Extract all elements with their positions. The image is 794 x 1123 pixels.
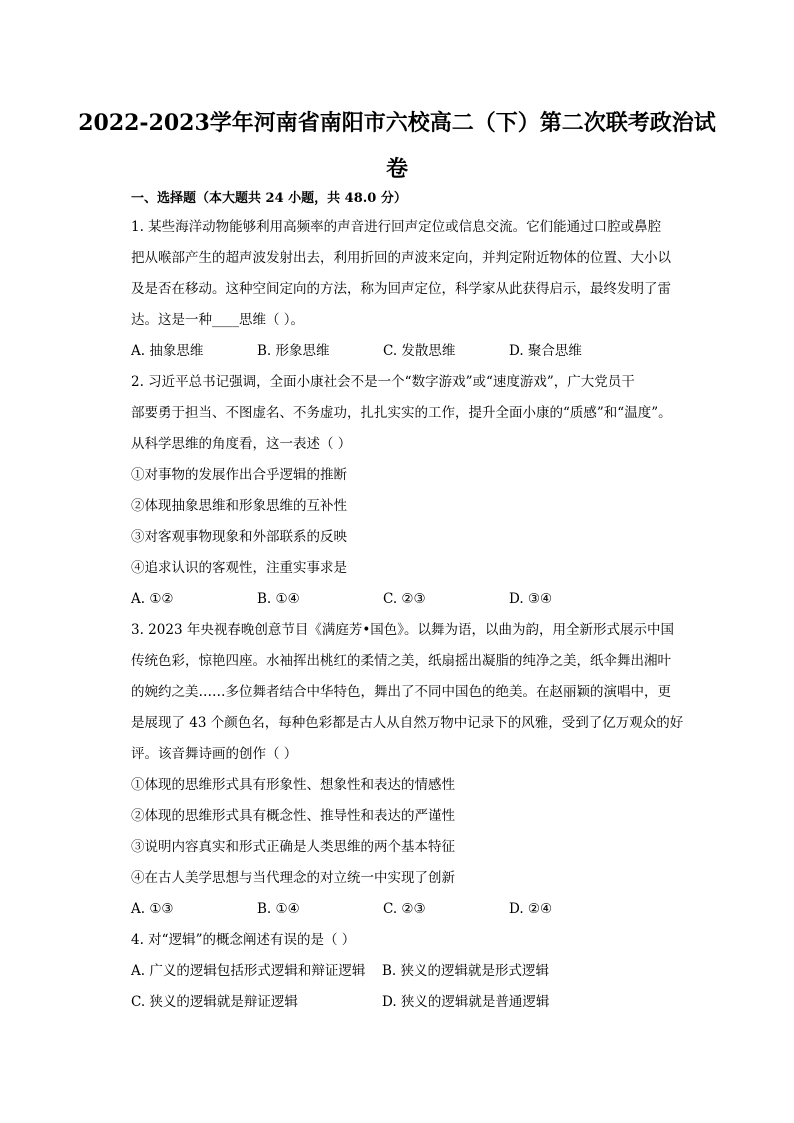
question-4 xyxy=(131,925,731,1018)
title-line-1: 2022-2023学年河南省南阳市六校高二（下）第二次联考政治试 xyxy=(78,110,716,136)
option-d: D. ③④ xyxy=(509,591,553,607)
statement-3: ③对客观事物现象和外部联系的反映 xyxy=(131,529,347,545)
answer-options xyxy=(131,894,731,925)
question-text-line: 是展现了 43 个颜色名，每种色彩都是古人从自然万物中记录下的风雅，受到了亿万观众的好 xyxy=(131,715,684,731)
answer-options xyxy=(131,584,731,615)
statement-4: ④追求认识的客观性，注重实事求是 xyxy=(131,560,347,576)
answer-options-row-2 xyxy=(131,987,731,1018)
question-text-line: 3. 2023 年央视春晚创意节目《满庭芳•国色》。以舞为语，以曲为韵，用全新形式展示中国 xyxy=(131,622,675,638)
question-text-line: 评。该音舞诗画的创作（ ） xyxy=(131,746,298,762)
question-text-line: 2. 习近平总书记强调，全面小康社会不是一个“数字游戏”或“速度游戏”，广大党员干 xyxy=(131,374,635,390)
question-3 xyxy=(131,615,731,925)
question-text-line: 从科学思维的角度看，这一表述（ ） xyxy=(131,436,352,452)
document-title xyxy=(60,100,734,192)
question-text-line: 1. 某些海洋动物能够利用高频率的声音进行回声定位或信息交流。它们能通过口腔或鼻腔 xyxy=(131,219,662,235)
question-text-line: 的婉约之美……多位舞者结合中华特色，舞出了不同中国色的绝美。在赵丽颖的演唱中，更 xyxy=(131,684,671,700)
option-d: D. ②④ xyxy=(509,901,553,917)
option-b: B. 狭义的逻辑就是形式逻辑 xyxy=(382,963,550,979)
question-text-line: 传统色彩，惊艳四座。水袖挥出桃红的柔情之美，纸扇摇出凝脂的纯净之美，纸伞舞出湘叶 xyxy=(131,653,671,669)
question-2 xyxy=(131,367,731,615)
question-text-line: 达。这是一种____思维（ ）。 xyxy=(131,312,305,328)
questions-list xyxy=(131,212,731,1018)
question-text-line: 部要勇于担当、不图虚名、不务虚功，扎扎实实的工作，提升全面小康的“质感”和“温度”。 xyxy=(131,405,672,421)
statement-4: ④在古人美学思想与当代理念的对立统一中实现了创新 xyxy=(131,870,455,886)
statement-2: ②体现抽象思维和形象思维的互补性 xyxy=(131,498,347,514)
question-text-line: 把从喉部产生的超声波发射出去，利用折回的声波来定向，并判定附近物体的位置、大小以 xyxy=(131,250,671,266)
option-c: C. 发散思维 xyxy=(383,343,456,359)
option-a: A. ①③ xyxy=(131,901,174,917)
section-header: 一、选择题（本大题共 24 小题，共 48.0 分） xyxy=(131,191,407,206)
option-b: B. 形象思维 xyxy=(257,343,330,359)
statement-1: ①体现的思维形式具有形象性、想象性和表达的情感性 xyxy=(131,777,455,793)
option-a: A. ①② xyxy=(131,591,174,607)
question-1 xyxy=(131,212,731,367)
answer-options-row-1 xyxy=(131,956,731,987)
question-text-line: 4. 对“逻辑”的概念阐述有误的是（ ） xyxy=(131,932,356,948)
option-c: C. ②③ xyxy=(383,591,426,607)
option-d: D. 聚合思维 xyxy=(509,343,582,359)
option-a: A. 广义的逻辑包括形式逻辑和辩证逻辑 xyxy=(131,963,366,979)
statement-3: ③说明内容真实和形式正确是人类思维的两个基本特征 xyxy=(131,839,455,855)
option-a: A. 抽象思维 xyxy=(131,343,204,359)
answer-options xyxy=(131,336,731,367)
option-b: B. ①④ xyxy=(257,901,300,917)
statement-1: ①对事物的发展作出合乎逻辑的推断 xyxy=(131,467,347,483)
question-text-line: 及是否在移动。这种空间定向的方法，称为回声定位，科学家从此获得启示，最终发明了雷 xyxy=(131,281,671,297)
title-line-2: 卷 xyxy=(385,156,408,182)
option-d: D. 狭义的逻辑就是普通逻辑 xyxy=(382,994,550,1010)
option-c: C. 狭义的逻辑就是辩证逻辑 xyxy=(131,994,298,1010)
option-c: C. ②③ xyxy=(383,901,426,917)
option-b: B. ①④ xyxy=(257,591,300,607)
statement-2: ②体现的思维形式具有概念性、推导性和表达的严谨性 xyxy=(131,808,455,824)
